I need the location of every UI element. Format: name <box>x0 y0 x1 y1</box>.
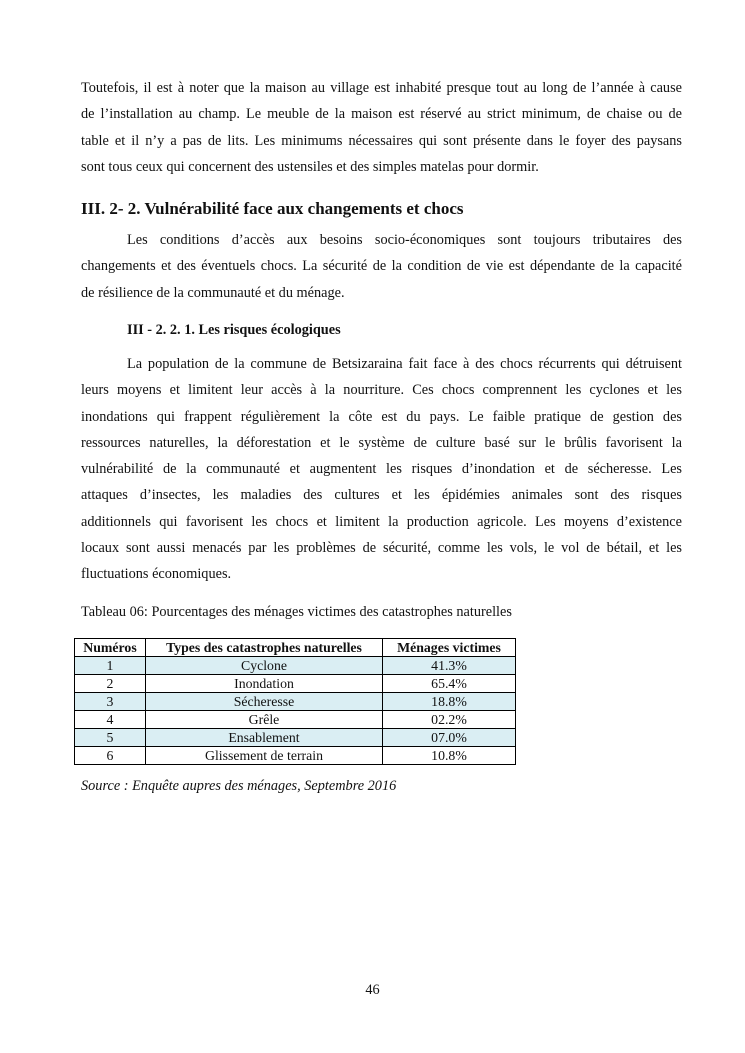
table-cell: Ensablement <box>146 729 383 747</box>
paragraph-1 <box>81 75 682 180</box>
column-header: Numéros <box>75 639 146 657</box>
text-line: fluctuations économiques. <box>81 566 232 583</box>
text-line: Toutefois, il est à noter que la maison au village est inhabité presque tout au long de l’année à cause <box>81 80 682 96</box>
table-cell: Cyclone <box>146 657 383 675</box>
table-row <box>75 693 516 711</box>
text-line: leurs moyens et limitent leur accès à la nourriture. Ces chocs comprennent les cyclones et les <box>81 382 682 399</box>
table-cell: 5 <box>75 729 146 747</box>
table-row <box>75 747 516 765</box>
table-cell: 4 <box>75 711 146 729</box>
table-cell: 6 <box>75 747 146 765</box>
text-line: locaux sont aussi menacés par les problèmes de sécurité, comme les vols, le vol de bétail, et les <box>81 540 682 557</box>
column-header: Types des catastrophes naturelles <box>146 639 383 657</box>
column-header: Ménages victimes <box>383 639 516 657</box>
table-cell: 02.2% <box>383 711 516 729</box>
text-line: attaques d’insectes, les maladies des cultures et les épidémies animales sont des risques <box>81 487 682 504</box>
section-heading: III. 2- 2. Vulnérabilité face aux changements et chocs <box>81 199 464 218</box>
table-row <box>75 711 516 729</box>
text-line: table et il n’y a pas de lits. Les minimums nécessaires qui sont présente dans le foyer des paysans <box>81 132 682 149</box>
table-cell: Glissement de terrain <box>146 747 383 765</box>
text-line: de l’installation au champ. Le meuble de la maison est réservé au strict minimum, de chaise ou de <box>81 106 682 123</box>
text-line: vulnérabilité de la communauté et augmentent les risques d’inondation et de sécheresse. Les <box>81 461 682 478</box>
paragraph-3 <box>81 351 682 588</box>
text-line: ressources naturelles, la déforestation et le système de culture basé sur le brûlis favorisent la <box>81 434 682 451</box>
table-caption: Tableau 06: Pourcentages des ménages victimes des catastrophes naturelles <box>81 604 512 620</box>
table-row <box>75 729 516 747</box>
table-cell: 3 <box>75 693 146 711</box>
table-cell: 10.8% <box>383 747 516 765</box>
table-cell: Sécheresse <box>146 693 383 711</box>
table-cell: Grêle <box>146 711 383 729</box>
paragraph-2 <box>81 227 682 306</box>
text-line: sont tous ceux qui concernent des ustensiles et des simples matelas pour dormir. <box>81 158 539 175</box>
text-line: additionnels qui favorisent les chocs et limitent la production agricole. Les moyens d’existence <box>81 513 682 530</box>
text-line: de résilience de la communauté et du ménage. <box>81 284 345 301</box>
text-line: Les conditions d’accès aux besoins socio-économiques sont toujours tributaires des <box>127 232 682 248</box>
page-number: 46 <box>365 982 380 998</box>
table-cell: Inondation <box>146 675 383 693</box>
table-row <box>75 675 516 693</box>
text-line: La population de la commune de Betsizaraina fait face à des chocs récurrents qui détruisent <box>127 356 682 372</box>
table-source: Source : Enquête aupres des ménages, Septembre 2016 <box>81 778 397 794</box>
table-cell: 65.4% <box>383 675 516 693</box>
table-cell: 07.0% <box>383 729 516 747</box>
table-cell: 2 <box>75 675 146 693</box>
table-cell: 41.3% <box>383 657 516 675</box>
table-cell: 1 <box>75 657 146 675</box>
subsection-heading: III - 2. 2. 1. Les risques écologiques <box>127 322 341 338</box>
table-cell: 18.8% <box>383 693 516 711</box>
text-line: changements et des éventuels chocs. La sécurité de la condition de vie est dépendante de la capacité <box>81 258 682 275</box>
table-row <box>75 657 516 675</box>
text-line: inondations qui frappent régulièrement la côte est du pays. Le faible pratique de gestion des <box>81 408 682 425</box>
disasters-table <box>74 638 516 765</box>
